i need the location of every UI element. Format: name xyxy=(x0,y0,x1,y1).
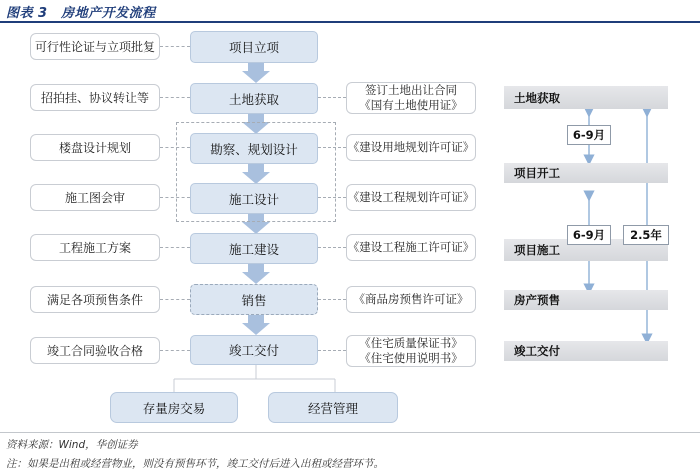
doc-line: 《建设工程施工许可证》 xyxy=(347,240,475,254)
left-item-design-planning: 楼盘设计规划 xyxy=(30,134,160,161)
left-item-construction-plan: 工程施工方案 xyxy=(30,234,160,261)
connector xyxy=(160,147,190,148)
connector xyxy=(160,46,190,47)
left-item-feasibility: 可行性论证与立项批复 xyxy=(30,33,160,60)
step-project-approval: 项目立项 xyxy=(190,31,318,63)
left-item-presale-conditions: 满足各项预售条件 xyxy=(30,286,160,313)
doc-engineering-planning-permit xyxy=(346,184,476,211)
doc-quality-guarantee xyxy=(346,335,476,367)
connector xyxy=(160,299,190,300)
connector xyxy=(160,197,190,198)
doc-land-planning-permit xyxy=(346,134,476,161)
connector xyxy=(318,97,346,98)
doc-line: 《建设工程规划许可证》 xyxy=(347,190,475,204)
left-item-drawing-review: 施工图会审 xyxy=(30,184,160,211)
connector xyxy=(318,147,346,148)
timeline-band-delivery: 竣工交付 xyxy=(504,341,668,361)
doc-line: 《国有土地使用证》 xyxy=(359,98,463,112)
step-construction-design: 施工设计 xyxy=(190,183,318,214)
step-delivery: 竣工交付 xyxy=(190,335,318,365)
footer-note: 注：如果是出租或经营物业，则没有预售环节，竣工交付后进入出租或经营环节。 xyxy=(6,458,384,470)
step-survey-design: 勘察、规划设计 xyxy=(190,133,318,164)
doc-line: 《商品房预售许可证》 xyxy=(353,292,469,306)
bottom-branch-lines xyxy=(174,365,335,392)
connector xyxy=(318,197,346,198)
bottom-stock-housing-trade: 存量房交易 xyxy=(110,392,238,423)
doc-presale-permit xyxy=(346,286,476,313)
doc-line: 《建设用地规划许可证》 xyxy=(347,140,475,154)
left-item-land-transfer: 招拍挂、协议转让等 xyxy=(30,84,160,111)
bottom-operation-management: 经营管理 xyxy=(268,392,398,423)
left-item-completion-acceptance: 竣工合同验收合格 xyxy=(30,337,160,364)
footer-rule xyxy=(0,432,700,433)
step-land-acquisition: 土地获取 xyxy=(190,83,318,114)
doc-line: 《住宅质量保证书》 xyxy=(359,336,463,350)
timeline-band-land-acquisition: 土地获取 xyxy=(504,86,668,109)
connector xyxy=(318,350,346,351)
connector xyxy=(318,247,346,248)
connector xyxy=(318,299,346,300)
duration-total: 2.5年 xyxy=(623,225,669,245)
doc-construction-permit xyxy=(346,234,476,261)
connector xyxy=(160,97,190,98)
timeline-band-project-start: 项目开工 xyxy=(504,163,668,183)
footer-source: 资料来源：Wind，华创证券 xyxy=(6,439,138,451)
figure-title: 图表 3 房地产开发流程 xyxy=(6,6,156,21)
connector xyxy=(160,350,190,351)
doc-land-contract xyxy=(346,82,476,114)
doc-line: 《住宅使用说明书》 xyxy=(359,351,463,365)
connector xyxy=(160,247,190,248)
duration-land-to-start: 6-9月 xyxy=(567,125,611,145)
doc-line: 签订土地出让合同 xyxy=(365,83,457,97)
step-sales: 销售 xyxy=(190,284,318,315)
duration-start-to-presale: 6-9月 xyxy=(567,225,611,245)
timeline-band-presale: 房产预售 xyxy=(504,290,668,310)
step-construction: 施工建设 xyxy=(190,233,318,264)
timeline-band-construction: 项目施工 xyxy=(504,239,668,261)
